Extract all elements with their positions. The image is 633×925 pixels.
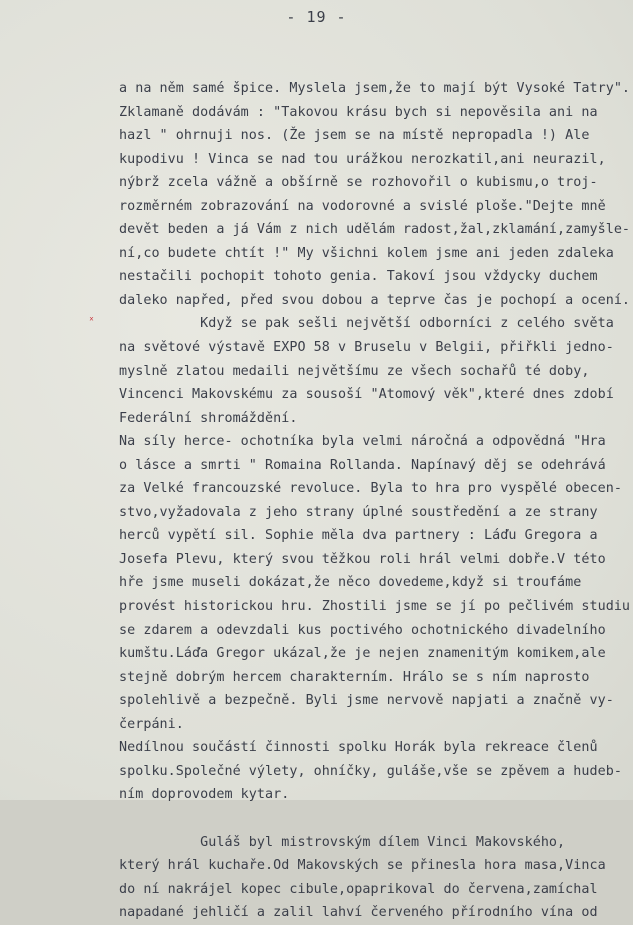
text-line: Když se pak sešli největší odborníci z celého světa ˣ bbox=[119, 312, 629, 336]
text-line: Federální shromáždění. bbox=[119, 410, 298, 426]
text-line: kumštu.Láďa Gregor ukázal,že je nejen znamenitým komikem,ale bbox=[119, 646, 606, 662]
text-line: čerpáni. bbox=[119, 716, 184, 732]
text-line: spolku.Společné výlety, ohníčky, guláše,vše se zpěvem a hudeb- bbox=[119, 763, 622, 779]
body-text bbox=[89, 77, 631, 925]
text-line: stvo,vyžadovala z jeho strany úplné soustředění a ze strany bbox=[119, 504, 598, 520]
text-line: hře jsme museli dokázat,že něco dovedeme,když si troufáme bbox=[119, 575, 582, 591]
text-line: provést historickou hru. Zhostili jsme se jí po pečlivém studiu bbox=[119, 599, 631, 615]
text-line: herců vypětí sil. Sophie měla dva partnery : Láďu Gregora a bbox=[119, 528, 598, 544]
text-line: myslně zlatou medaili největšímu ze všech sochařů té doby, bbox=[119, 363, 590, 379]
page-number: - 19 - bbox=[286, 8, 347, 26]
text-line: který hrál kuchaře.Od Makovských se přinesla hora masa,Vinca bbox=[119, 858, 606, 874]
text-line: devět beden a já Vám z nich udělám radost,žal,zklamání,zamyšle- bbox=[119, 222, 631, 238]
margin-pen-mark: ˣ bbox=[89, 314, 94, 328]
text-line: Josefa Plevu, který svou těžkou roli hrál velmi dobře.V této bbox=[119, 551, 606, 567]
text-line: nestačili pochopit tohoto genia. Takoví jsou vždycky duchem bbox=[119, 269, 598, 285]
text-line: daleko napřed, před svou dobou a teprve čas je pochopí a ocení. bbox=[119, 292, 631, 308]
text-line: ním doprovodem kytar. bbox=[119, 787, 290, 803]
text-line: hazl " ohrnuji nos. (Že jsem se na místě nepropadla !) Ale bbox=[119, 128, 590, 144]
text-line: za Velké francouzské revoluce. Byla to hra pro vyspělé obecen- bbox=[119, 481, 622, 497]
text-line: a na něm samé špice. Myslela jsem,že to mají být Vysoké Tatry". bbox=[119, 81, 631, 96]
text-line: Guláš byl mistrovským dílem Vinci Makovského, bbox=[119, 834, 566, 850]
text-line: o lásce a smrti " Romaina Rollanda. Napínavý děj se odehrává bbox=[119, 457, 606, 473]
text-line: nýbrž zcela vážně a obšírně se rozhovořil o kubismu,o troj- bbox=[119, 175, 598, 191]
text-line: stejně dobrým hercem charakterním. Hrálo se s ním naprosto bbox=[119, 669, 590, 685]
text-line: spolehlivě a bezpečně. Byli jsme nervově napjati a značně vy- bbox=[119, 693, 614, 709]
text-line: kupodivu ! Vinca se nad tou urážkou nerozkatil,ani neurazil, bbox=[119, 151, 606, 167]
text-line: rozměrném zobrazování na vodorovné a svislé ploše."Dejte mně bbox=[119, 198, 606, 214]
text-line: do ní nakrájel kopec cibule,opaprikoval do červena,zamíchal bbox=[119, 881, 598, 897]
text-line: napadané jehličí a zalil lahví červeného přírodního vína od bbox=[119, 905, 598, 921]
text-line: Na síly herce- ochotníka byla velmi náročná a odpovědná "Hra bbox=[119, 434, 606, 450]
text-line: Zklamaně dodávám : "Takovou krásu bych si nepověsila ani na bbox=[119, 104, 598, 120]
text-line: na světové výstavě EXPO 58 v Bruselu v Belgii, přiřkli jedno- bbox=[119, 340, 614, 356]
text-line: Vincenci Makovskému za sousoší "Atomový věk",které dnes zdobí bbox=[119, 387, 614, 403]
text-line bbox=[119, 807, 629, 831]
text-line: Nedílnou součástí činnosti spolku Horák byla rekreace členů bbox=[119, 740, 598, 756]
text-line: ní,co budete chtít !" My všichni kolem jsme ani jeden zdaleka bbox=[119, 245, 614, 261]
text-line: se zdarem a odevzdali kus poctivého ochotnického divadelního bbox=[119, 622, 606, 638]
